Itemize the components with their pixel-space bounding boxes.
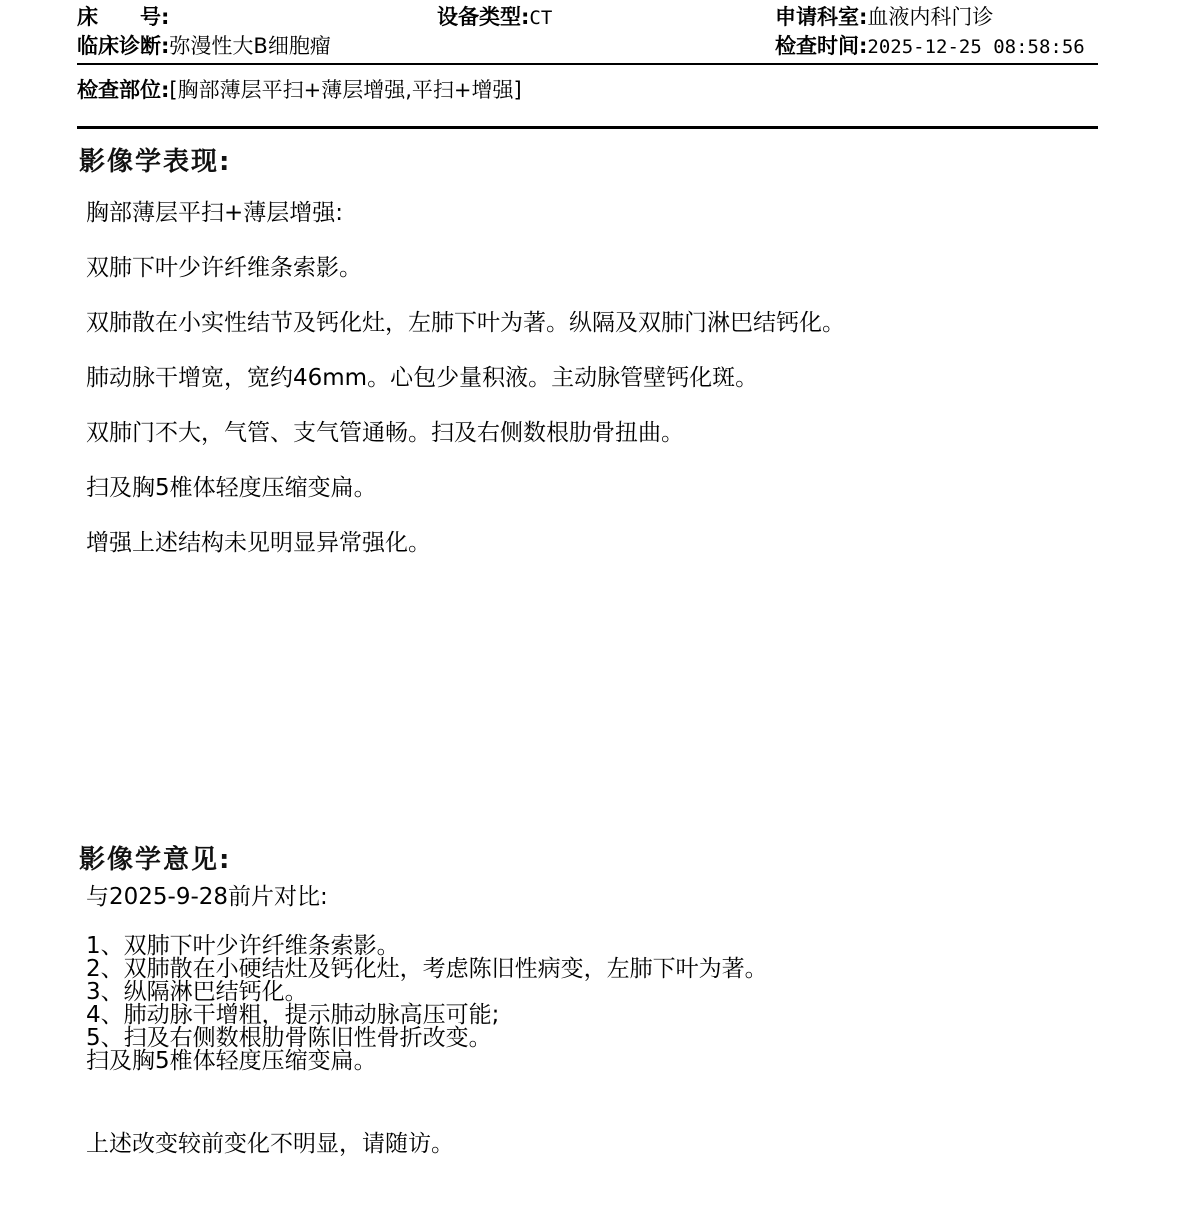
- bed-label: 床 号:: [77, 5, 170, 29]
- findings-line: 肺动脉干增宽，宽约46mm。心包少量积液。主动脉管壁钙化斑。: [86, 365, 759, 391]
- department-field: [775, 4, 993, 30]
- diagnosis-label: 临床诊断:: [77, 34, 170, 58]
- impression-list: [86, 935, 768, 1073]
- device-type-value: CT: [529, 7, 553, 29]
- impression-item: 3、纵隔淋巴结钙化。: [86, 979, 308, 1005]
- impression-item: 1、双肺下叶少许纤维条索影。: [86, 933, 400, 959]
- impression-item: 4、肺动脉干增粗，提示肺动脉高压可能;: [86, 1002, 500, 1028]
- exam-time-field: [775, 33, 1085, 60]
- department-value: 血液内科门诊: [867, 5, 994, 29]
- device-type-field: [437, 4, 552, 31]
- findings-line: 双肺门不大，气管、支气管通畅。扫及右侧数根肋骨扭曲。: [86, 420, 684, 446]
- header-divider: [77, 63, 1098, 65]
- exam-part-value: [胸部薄层平扫+薄层增强,平扫+增强]: [169, 78, 522, 102]
- impression-item: 5、扫及右侧数根肋骨陈旧性骨折改变。: [86, 1025, 492, 1051]
- exam-part-field: [77, 77, 522, 103]
- department-label: 申请科室:: [775, 5, 868, 29]
- findings-title: 影像学表现:: [79, 147, 232, 177]
- impression-conclusion: 上述改变较前变化不明显，请随访。: [86, 1131, 454, 1157]
- findings-line: 双肺下叶少许纤维条索影。: [86, 255, 362, 281]
- diagnosis-field: [77, 33, 331, 59]
- findings-body: [86, 197, 845, 582]
- findings-line: 双肺散在小实性结节及钙化灶，左肺下叶为著。纵隔及双肺门淋巴结钙化。: [86, 310, 845, 336]
- impression-item: 扫及胸5椎体轻度压缩变扁。: [86, 1048, 377, 1074]
- exam-time-value: 2025-12-25 08:58:56: [867, 36, 1085, 58]
- impression-comparison: 与2025-9-28前片对比:: [86, 884, 328, 910]
- exam-part-label: 检查部位:: [77, 78, 170, 102]
- findings-line: 胸部薄层平扫+薄层增强:: [86, 200, 344, 226]
- diagnosis-value: 弥漫性大B细胞瘤: [169, 34, 331, 58]
- exam-time-label: 检查时间:: [775, 34, 868, 58]
- bed-field: [77, 4, 169, 30]
- findings-line: 增强上述结构未见明显异常强化。: [86, 530, 431, 556]
- device-type-label: 设备类型:: [437, 5, 530, 29]
- section-divider: [77, 126, 1098, 129]
- impression-title: 影像学意见:: [79, 845, 232, 875]
- findings-line: 扫及胸5椎体轻度压缩变扁。: [86, 475, 377, 501]
- impression-item: 2、双肺散在小硬结灶及钙化灶，考虑陈旧性病变，左肺下叶为著。: [86, 956, 768, 982]
